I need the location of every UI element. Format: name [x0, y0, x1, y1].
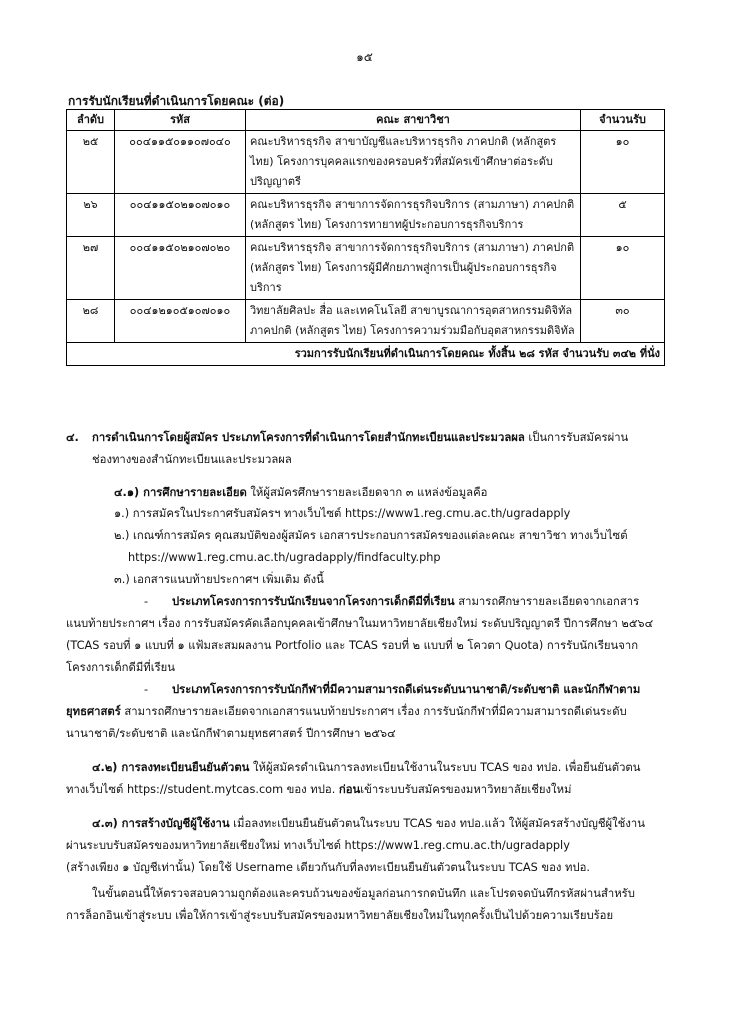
- row-seats: ๑๐: [581, 237, 665, 300]
- section-4-2-line2a: ทางเว็บไซต์ https://student.mytcas.com ของ ทปอ.: [66, 783, 339, 796]
- bullet-2-title: ประเภทโครงการการรับนักกีฬาที่มีความสามารถดีเด่นระดับนานาชาติ/ระดับชาติ และนักกีฬาตาม: [172, 683, 641, 696]
- row-desc: คณะบริหารธุรกิจ สาขาบัญชีและบริหารธุรกิจ ภาคปกติ (หลักสูตร ไทย) โครงการบุคคลแรกของครอบครัวที่สมัครเข้าศึกษาต่อระดับปริญญาตรี: [246, 131, 581, 194]
- section-4-2-number: ๔.๒): [92, 761, 118, 774]
- bullet-1: [144, 592, 148, 612]
- section-4-3-title: การสร้างบัญชีผู้ใช้งาน: [117, 817, 230, 830]
- section-4-1-rest: ให้ผู้สมัครศึกษารายละเอียดจาก ๓ แหล่งข้อมูลคือ: [246, 486, 488, 499]
- row-code: ๐๐๔๑๑๕๐๑๑๐๗๐๔๐: [115, 131, 246, 194]
- row-seats: ๓๐: [581, 300, 665, 343]
- bullet-2-dash: -: [144, 683, 149, 696]
- section-4-2: [92, 758, 641, 778]
- row-seats: ๕: [581, 194, 665, 237]
- row-desc: คณะบริหารธุรกิจ สาขาการจัดการธุรกิจบริการ (สามภาษา) ภาคปกติ (หลักสูตร ไทย) โครงการผู้มีศักยภาพสู่การเป็นผู้ประกอบการธุรกิจบริการ: [246, 237, 581, 300]
- row-desc: วิทยาลัยศิลปะ สื่อ และเทคโนโลยี สาขาบูรณาการอุตสาหกรรมดิจิทัล ภาคปกติ (หลักสูตร ไทย) โครงการความร่วมมือกับอุตสาหกรรมดิจิทัล: [246, 300, 581, 343]
- item-3: ๓.) เอกสารแนบท้ายประกาศฯ เพิ่มเติม ดังนี้: [114, 573, 324, 586]
- item-2: ๒.) เกณฑ์การสมัคร คุณสมบัติของผู้สมัคร เอกสารประกอบการสมัครของแต่ละคณะ สาขาวิชา ทางเว็บไซต์: [114, 529, 628, 542]
- row-desc: คณะบริหารธุรกิจ สาขาการจัดการธุรกิจบริการ (สามภาษา) ภาคปกติ (หลักสูตร ไทย) โครงการทายาทผู้ประกอบการธุรกิจบริการ: [246, 194, 581, 237]
- row-code: ๐๐๔๑๑๕๐๒๑๐๗๐๑๐: [115, 194, 246, 237]
- total-summary: รวมการรับนักเรียนที่ดำเนินการโดยคณะ ทั้งสิ้น ๒๘ รหัส จำนวนรับ ๓๔๒ ที่นั่ง: [67, 343, 665, 366]
- row-code: ๐๐๔๑๒๑๐๕๑๐๗๐๑๐: [115, 300, 246, 343]
- section-4-3-line3: (สร้างเพียง ๑ บัญชีเท่านั้น) โดยใช้ Username เดียวกันกับที่ลงทะเบียนยืนยันตัวตนในระบบ TCAS ของ ทปอ.: [66, 861, 591, 874]
- section-4-3-line2: ผ่านระบบรับสมัครของมหาวิทยาลัยเชียงใหม่ ทางเว็บไซต์ https://www1.reg.cmu.ac.th/ugradapply: [66, 839, 570, 852]
- bullet-1-title: ประเภทโครงการการรับนักเรียนจากโครงการเด็กดีมีที่เรียน: [172, 595, 455, 608]
- row-no: ๒๗: [67, 237, 115, 300]
- bullet-2: [144, 680, 148, 700]
- section-4-3: [92, 814, 645, 834]
- bullet-1-line4: โครงการเด็กดีมีที่เรียน: [66, 661, 175, 674]
- table-header-row: [67, 110, 665, 131]
- closing-paragraph-line2: การล็อกอินเข้าสู่ระบบ เพื่อให้การเข้าสู่ระบบรับสมัครของมหาวิทยาลัยเชียงใหม่ในทุกครั้งเป็นไปด้วยความเรียบร้อย: [66, 909, 614, 922]
- header-code: รหัส: [115, 110, 246, 131]
- section-4-1-title: การศึกษารายละเอียด: [139, 486, 247, 499]
- page-number: ๑๕: [356, 50, 373, 64]
- bullet-1-line2: แนบท้ายประกาศฯ เรื่อง การรับสมัครคัดเลือกบุคคลเข้าศึกษาในมหาวิทยาลัยเชียงใหม่ ระดับปริญญาตรี ปีการศึกษา ๒๕๖๔: [66, 617, 654, 630]
- section-4-2-title: การลงทะเบียนยืนยันตัวตน: [117, 761, 250, 774]
- row-no: ๒๕: [67, 131, 115, 194]
- section-4-3-number: ๔.๓): [92, 817, 118, 830]
- bullet-2-title-cont: ยุทธศาสตร์: [66, 705, 121, 718]
- bullet-1-line3: (TCAS รอบที่ ๑ แบบที่ ๑ แฟ้มสะสมผลงาน Portfolio และ TCAS รอบที่ ๒ แบบที่ ๒ โควตา Quota) การรับนักเรียนจาก: [66, 639, 639, 652]
- bullet-1-dash: -: [144, 595, 149, 608]
- table-caption: การรับนักเรียนที่ดำเนินการโดยคณะ (ต่อ): [68, 94, 285, 108]
- item-1: ๑.) การสมัครในประกาศรับสมัครฯ ทางเว็บไซต์ https://www1.reg.cmu.ac.th/ugradapply: [114, 507, 571, 520]
- row-seats: ๑๐: [581, 131, 665, 194]
- table-row: [67, 300, 665, 343]
- header-no: ลำดับ: [67, 110, 115, 131]
- section-4-3-rest: เมื่อลงทะเบียนยืนยันตัวตนในระบบ TCAS ของ ทปอ.แล้ว ให้ผู้สมัครสร้างบัญชีผู้ใช้งาน: [229, 817, 645, 830]
- bullet-2-rest: สามารถศึกษารายละเอียดจากเอกสารแนบท้ายประกาศฯ เรื่อง การรับนักกีฬาที่มีความสามารถดีเด่นระดับ: [120, 705, 627, 718]
- bullet-1-rest: สามารถศึกษารายละเอียดจากเอกสาร: [454, 595, 640, 608]
- row-code: ๐๐๔๑๑๕๐๒๑๐๗๐๒๐: [115, 237, 246, 300]
- section-4-2-rest: ให้ผู้สมัครดำเนินการลงทะเบียนใช้งานในระบบ TCAS ของ ทปอ. เพื่อยืนยันตัวตน: [249, 761, 641, 774]
- header-seats: จำนวนรับ: [581, 110, 665, 131]
- closing-paragraph-line1: ในขั้นตอนนี้ให้ตรวจสอบความถูกต้องและครบถ้วนของข้อมูลก่อนการกดบันทึก และโปรดจดบันทึกรหัสผ่านสำหรับ: [92, 887, 635, 900]
- row-no: ๒๖: [67, 194, 115, 237]
- table-row: [67, 237, 665, 300]
- item-2-url: https://www1.reg.cmu.ac.th/ugradapply/findfaculty.php: [128, 551, 441, 564]
- section-4-heading: การดำเนินการโดยผู้สมัคร ประเภทโครงการที่ดำเนินการโดยสำนักทะเบียนและประมวลผล: [92, 431, 525, 444]
- section-4-2-before: ก่อน: [338, 783, 361, 796]
- section-4-1-number: ๔.๑): [114, 486, 140, 499]
- section-4-2-line2c: เข้าระบบรับสมัครของมหาวิทยาลัยเชียงใหม่: [360, 783, 572, 796]
- total-row: [67, 343, 665, 366]
- section-4-heading-rest: เป็นการรับสมัครผ่าน: [524, 431, 629, 444]
- table-row: [67, 131, 665, 194]
- table-row: [67, 194, 665, 237]
- header-faculty: คณะ สาขาวิชา: [246, 110, 581, 131]
- bullet-2-line3: นานาชาติ/ระดับชาติ และนักกีฬาตามยุทธศาสตร์ ปีการศึกษา ๒๕๖๔: [66, 727, 396, 740]
- section-4-line2: ช่องทางของสำนักทะเบียนและประมวลผล: [92, 453, 292, 466]
- section-4-number: ๔.: [66, 431, 79, 444]
- row-no: ๒๘: [67, 300, 115, 343]
- section-4-1: [114, 483, 487, 503]
- admission-table: [66, 109, 665, 366]
